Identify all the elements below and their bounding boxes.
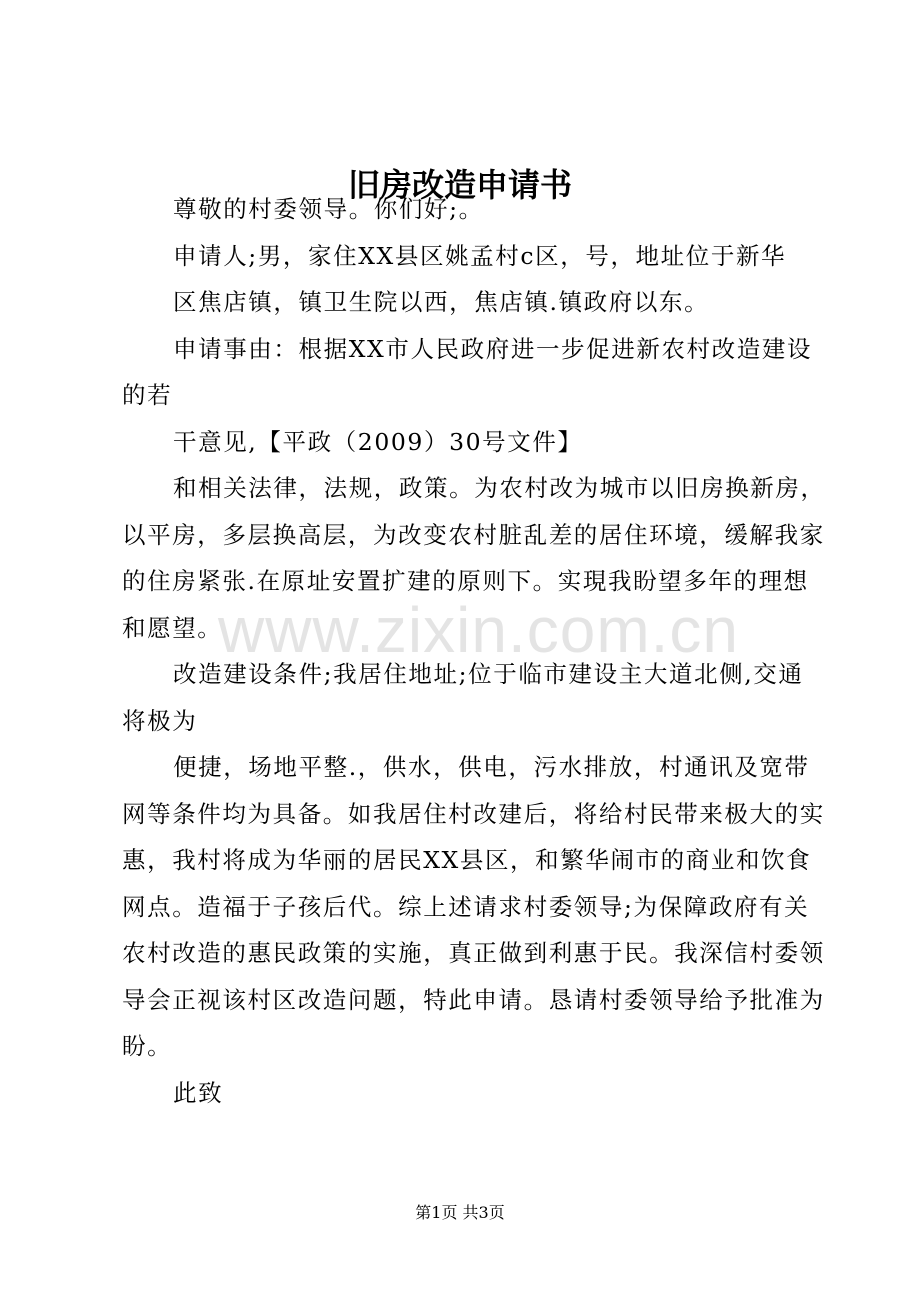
paragraph-line: 尊敬的村委领导。你们好;。 <box>173 195 484 223</box>
paragraph-line: 以平房，多层换高层，为改变农村脏乱差的居住环境，缓解我家 <box>122 520 825 549</box>
paragraph-line: 申请人;男，家住XX县区姚孟村c区，号，地址位于新华 <box>173 241 787 270</box>
document-title: 旧房改造申请书 <box>347 166 572 204</box>
paragraph-line: 改造建设条件;我居住地址;位于临市建设主大道北侧,交通 <box>173 660 804 688</box>
page-number-footer: 第1页 共3页 <box>415 1203 505 1222</box>
paragraph-line: 申请事由：根据XX市人民政府进一步促进新农村改造建设 <box>173 334 813 363</box>
paragraph-line: 的住房紧张.在原址安置扩建的原则下。实現我盼望多年的理想 <box>122 567 809 595</box>
paragraph-line: 网点。造福于子孩后代。综上述请求村委领导;为保障政府有关 <box>122 892 810 921</box>
paragraph-line: 便捷，场地平整.，供水，供电，污水排放，村通讯及宽带 <box>173 753 810 781</box>
paragraph-line: 导会正视该村区改造问题，特此申请。恳请村委领导给予批准为 <box>122 985 825 1014</box>
paragraph-line: 农村改造的惠民政策的实施，真正做到利惠于民。我深信村委领 <box>122 939 825 967</box>
paragraph-line: 和相关法律，法规，政策。为农村改为城市以旧房换新房， <box>173 474 826 502</box>
paragraph-line: 的若 <box>122 381 173 409</box>
document-body <box>122 186 826 1116</box>
paragraph-line: 区焦店镇，镇卫生院以西，焦店镇.镇政府以东。 <box>173 288 710 316</box>
paragraph-line: 惠，我村将成为华丽的居民XX县区，和繁华闹市的商业和饮食 <box>122 846 812 874</box>
paragraph-line: 将极为 <box>122 706 198 735</box>
paragraph-line: 网等条件均为具备。如我居住村改建后，将给村民带来极大的实 <box>122 799 825 828</box>
paragraph-line: 干意见,【平政（2009）30号文件】 <box>173 427 583 456</box>
closing-salutation: 此致 <box>173 1078 224 1107</box>
watermark: www.zixin.com.cn <box>218 594 739 666</box>
paragraph-line: 盼。 <box>122 1032 173 1060</box>
paragraph-line: 和愿望。 <box>122 613 223 642</box>
